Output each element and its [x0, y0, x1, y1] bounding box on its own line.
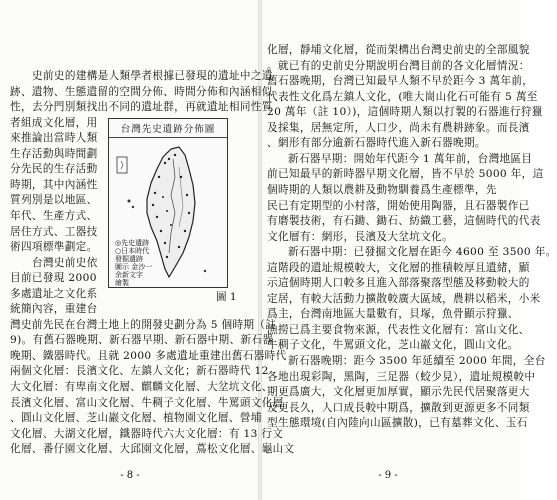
text-line: 兩個文化層：長濱文化、左鎮人文化；新石器時代 12	[10, 365, 269, 378]
text-line: 、圓山文化層、芝山巖文化層、植物園文化層、營埔	[10, 412, 262, 425]
text-line: 文化層、大湖文化層，鐵器時代六大文化層：有 13 行文	[10, 427, 284, 440]
text-line: 質列別是以地區、	[10, 194, 98, 207]
text-line: 目前已發現 2000	[10, 272, 97, 285]
text-line: 分先民的生存活動	[10, 163, 98, 176]
text-line: 示這個時期人口較多且進入部落聚落型態及移動較大的	[267, 277, 530, 290]
legend-entry: 余新文字	[115, 271, 143, 279]
text-line: 期更爲廣大，文化層更加厚實，顯示先民代居聚落更大	[267, 386, 530, 399]
text-line: 代表性文化爲左鎮人文化，(唯大崗山化石可能有 5 萬至	[267, 90, 538, 103]
text-line: 20 萬年（註 10）)，這個時期人類以打製的石器進行狩獵	[267, 106, 543, 119]
text-line: 牛稠子文化，牛罵頭文化，芝山巖文化，圓山文化。	[267, 339, 519, 352]
text-line: 居住方式、工器技	[10, 225, 98, 238]
text-line: 台灣史前史依	[32, 256, 98, 269]
text-line: 前已知最早的新時器早期文化層，皆不早於 5000 年，這	[267, 168, 544, 181]
text-line: 晚期、鐵器時代。且就 2000 多處遺址重建出舊石器時代	[10, 349, 287, 362]
text-line: 新石器早期：開始年代距今 1 萬年前，台灣地區目	[288, 152, 533, 165]
legend-entry: 發掘遺跡	[115, 255, 143, 263]
text-line: 各地出現彩陶，黑陶，三足器（蛟少見），遺址規模較中	[267, 370, 536, 383]
text-line: 時期，其中內涵性	[10, 178, 98, 191]
text-line: 及更長久，人口成長較中期爲，擴散到更源更多不同類	[267, 401, 530, 414]
page-number-right: - 9 -	[378, 470, 398, 481]
text-line: 9)。有舊石器晚期、新石器早期、新石器中期、新石器	[10, 334, 274, 347]
text-line: 生存活動與時間劃	[10, 147, 98, 160]
text-line: 型生態環境(自內陸向山區擴散)，已有墓葬文化、玉石	[267, 417, 528, 430]
legend-entry: ○日本時代	[115, 247, 150, 255]
text-line: 跡、遺物、生態遺留的空間分佈、時間分佈和內涵相似	[10, 85, 273, 98]
text-line: 個時期的人類以農耕及動物馴養爲生產標準，先	[267, 183, 497, 196]
text-line: 。就已有的史前史分期說明台灣目前的各文化層情況：	[267, 59, 530, 72]
text-line: 文化層有：網形，長濱及大坌坑文化。	[267, 230, 454, 243]
text-line: 化層、番仔園文化層、大邱園文化層，蔦松文化層、龜山文	[10, 443, 295, 456]
text-line: 大文化層：有卑南文化層、麒麟文化層、大坌坑文化、	[10, 381, 273, 393]
text-line: 年代、生產方式、	[10, 209, 98, 222]
legend-entry: 圖示 金沙一	[115, 263, 153, 271]
text-line: 性，去分門別類找出不同的遺址群，再就遺址相同性質	[10, 101, 273, 114]
text-line: 有磨製技術，有石鋤、鋤石、紡織工藝，這個時代的代表	[267, 215, 541, 228]
text-line: 爲主，台灣南地區大量數有，貝塚，魚骨顯示狩獵、	[267, 308, 519, 321]
text-line: 史前史的建構是人類學者根據已發現的遺址中之遺	[32, 70, 273, 82]
text-line: 統簡內容，重建台	[10, 303, 98, 316]
text-line: 、網形有部分逾新石器時代進入新石器晚期。	[267, 137, 486, 150]
text-line: 來推論出當時人類	[10, 132, 98, 145]
legend-entry: 繪製	[115, 279, 129, 287]
text-line: 及採集，居無定所，人口少，尚未有農耕跡象。而長濱	[267, 121, 530, 134]
text-line: 這階段的遺址規模較大，文化層的推積較厚且遺緒，顯	[267, 261, 530, 274]
taiwan-map-figure	[108, 118, 228, 288]
text-line: 定居，有較大活動力擴散較廣大區域，農耕以稻米，小米	[267, 292, 541, 305]
text-line: 長濱文化層、富山文化層、牛稠子文化層、牛罵頭文化層	[10, 396, 284, 409]
page-number-left: - 8 -	[120, 470, 140, 481]
text-line: 術四項標準劃定。	[10, 241, 98, 254]
text-line: 民已有定期型的小村落，開始使用陶器，且石器製作已	[267, 199, 530, 212]
text-line: 灣史前先民在台灣土地上的開發史劃分為 5 個時期（註	[10, 318, 277, 331]
text-line: 新石器中期：已發掘文化層在距今 4600 至 3500 年。	[288, 246, 557, 259]
figure-legend	[115, 239, 152, 287]
text-line: 者組成文化層，用	[10, 116, 98, 129]
text-line: 化層，靜埔文化層，從而架構出台灣史前史的全部風貌	[267, 44, 530, 56]
text-line: 新石器晚期：距今 3500 年延續至 2000 年間，全台	[288, 355, 546, 367]
figure-title: 台灣先史遺跡分佈圖	[109, 121, 227, 138]
text-line: 舊石器晚期，台灣已知最早人類不早於距今 3 萬年前，	[267, 75, 534, 88]
text-line: 多處遺址之文化系	[10, 287, 98, 300]
legend-entry: ◎先史遺跡	[115, 239, 150, 247]
text-line: 漁撈已爲主要食物來源，代表性文化層有：富山文化、	[267, 323, 530, 336]
figure-caption: 圖 1	[216, 291, 237, 303]
